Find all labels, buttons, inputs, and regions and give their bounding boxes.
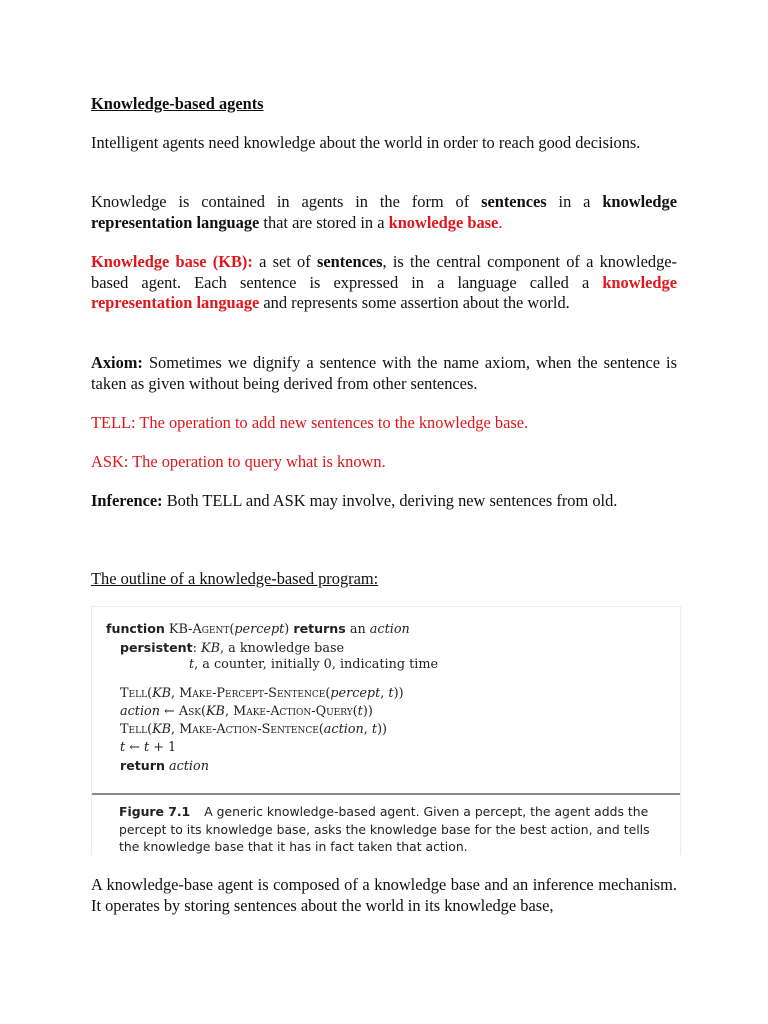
code-punct: ( — [325, 686, 331, 701]
code-punct: , — [224, 704, 234, 719]
code-punct: ) — [284, 622, 294, 637]
bold-term-axiom: Axiom: — [91, 353, 143, 372]
code-func: Ask — [178, 704, 201, 719]
red-term-knowledge-base: knowledge base — [388, 212, 499, 232]
code-punct: : — [192, 641, 202, 656]
code-var: t — [388, 686, 394, 701]
code-var: KB — [205, 704, 225, 719]
code-func: Make-Action-Query — [233, 704, 353, 719]
code-punct: , — [171, 722, 180, 737]
code-line-8 — [120, 758, 209, 775]
bold-term-inference: Inference: — [91, 491, 163, 510]
paragraph-kb-definition — [91, 252, 677, 314]
code-func: Tell — [120, 722, 148, 737]
code-line-4 — [120, 686, 404, 702]
paragraph-axiom — [91, 353, 677, 394]
code-line-7 — [120, 740, 176, 756]
heading-text: Knowledge-based agents — [91, 94, 264, 113]
assign-arrow: ← — [125, 740, 145, 755]
code-line-6 — [120, 722, 387, 738]
code-punct: , — [380, 686, 389, 701]
code-var: t — [189, 657, 195, 672]
code-text: an — [345, 622, 370, 637]
code-var: action — [323, 722, 364, 737]
code-punct: )) — [362, 704, 373, 719]
function-name: KB-Agent — [168, 622, 230, 637]
code-text: , a knowledge base — [219, 641, 345, 656]
code-var: action — [369, 622, 410, 637]
text-run: Both TELL and ASK may involve, deriving new sentences from old. — [162, 491, 618, 510]
outline-heading — [91, 569, 677, 590]
section-heading — [91, 94, 677, 115]
caption-label: Figure 7.1 — [119, 804, 191, 819]
red-term-krl: knowledge representation language — [91, 272, 677, 312]
code-punct: , — [171, 686, 180, 701]
code-punct: ( — [147, 722, 153, 737]
code-punct: , — [363, 722, 372, 737]
code-func: Make-Percept-Sentence — [179, 686, 326, 701]
code-line-5 — [120, 704, 373, 720]
bold-term-sentences: sentences — [481, 192, 547, 211]
bold-term-sentences: sentences — [316, 252, 383, 271]
assign-arrow: ← — [159, 704, 179, 719]
text-run: . — [498, 212, 503, 232]
text-run: Sometimes we dignify a sentence with the name axiom, when the sentence is taken as given without being derived from other sentences. — [91, 353, 677, 393]
code-var: KB — [152, 722, 172, 737]
code-punct: ( — [229, 622, 235, 637]
paragraph-inference — [91, 491, 677, 512]
code-var: t — [371, 722, 378, 737]
keyword-return: return — [120, 758, 165, 773]
code-punct: ( — [318, 722, 324, 737]
code-punct: ( — [147, 686, 153, 701]
keyword-function: function — [106, 621, 165, 636]
paragraph-tell: TELL: The operation to add new sentences to the knowledge base. — [91, 413, 529, 432]
paragraph-knowledge — [91, 192, 677, 233]
code-var: action — [164, 759, 209, 774]
figure-divider — [92, 793, 680, 795]
red-term-kb: Knowledge base (KB): — [91, 252, 253, 271]
caption-text: A generic knowledge-based agent. Given a percept, the agent adds the percept to its knowledge base, asks the knowledge base for the best action, and tells the knowledge base that it has in fact taken that action. — [119, 804, 650, 854]
code-text: , a counter, initially 0, indicating time — [194, 657, 439, 672]
code-var: KB — [152, 686, 172, 701]
code-var: KB — [201, 641, 220, 656]
algorithm-figure — [91, 606, 681, 855]
code-var: percept — [330, 686, 381, 701]
code-var: percept — [234, 622, 285, 637]
code-var: t — [144, 740, 150, 755]
paragraph-intro: Intelligent agents need knowledge about the world in order to reach good decisions. — [91, 133, 641, 152]
keyword-returns: returns — [293, 621, 346, 636]
text-run: and represents some assertion about the world. — [259, 293, 570, 312]
code-func: Make-Action-Sentence — [179, 722, 319, 737]
code-var: t — [120, 740, 126, 755]
text-run: a set of — [252, 252, 317, 271]
code-text: + 1 — [149, 740, 177, 755]
code-var: t — [357, 704, 363, 719]
code-punct: ( — [352, 704, 358, 719]
paragraph-ask: ASK: The operation to query what is known. — [91, 452, 386, 471]
code-punct: ( — [200, 704, 206, 719]
text-run: , is the central component of a knowledge-based agent. Each sentence is expressed in a language called a — [91, 252, 677, 292]
text-run: that are stored in a — [259, 212, 389, 232]
bold-term-krl: knowledge representation language — [91, 192, 677, 232]
code-punct: )) — [377, 722, 388, 737]
figure-caption — [119, 803, 664, 856]
code-line-1 — [106, 621, 410, 638]
outline-text: The outline of a knowledge-based program: — [91, 569, 379, 588]
text-run: Knowledge is contained in agents in the form of — [91, 192, 482, 211]
code-line-2 — [120, 640, 344, 657]
keyword-persistent: persistent — [120, 640, 193, 655]
code-var: action — [120, 704, 160, 719]
code-punct: )) — [393, 686, 404, 701]
paragraph-agent-composition: A knowledge-base agent is composed of a knowledge base and an inference mechanism. It operates by storing sentences about the world in its knowledge base, — [91, 875, 677, 915]
code-line-3 — [189, 657, 438, 673]
text-run: in a — [546, 192, 603, 211]
code-func: Tell — [120, 686, 148, 701]
